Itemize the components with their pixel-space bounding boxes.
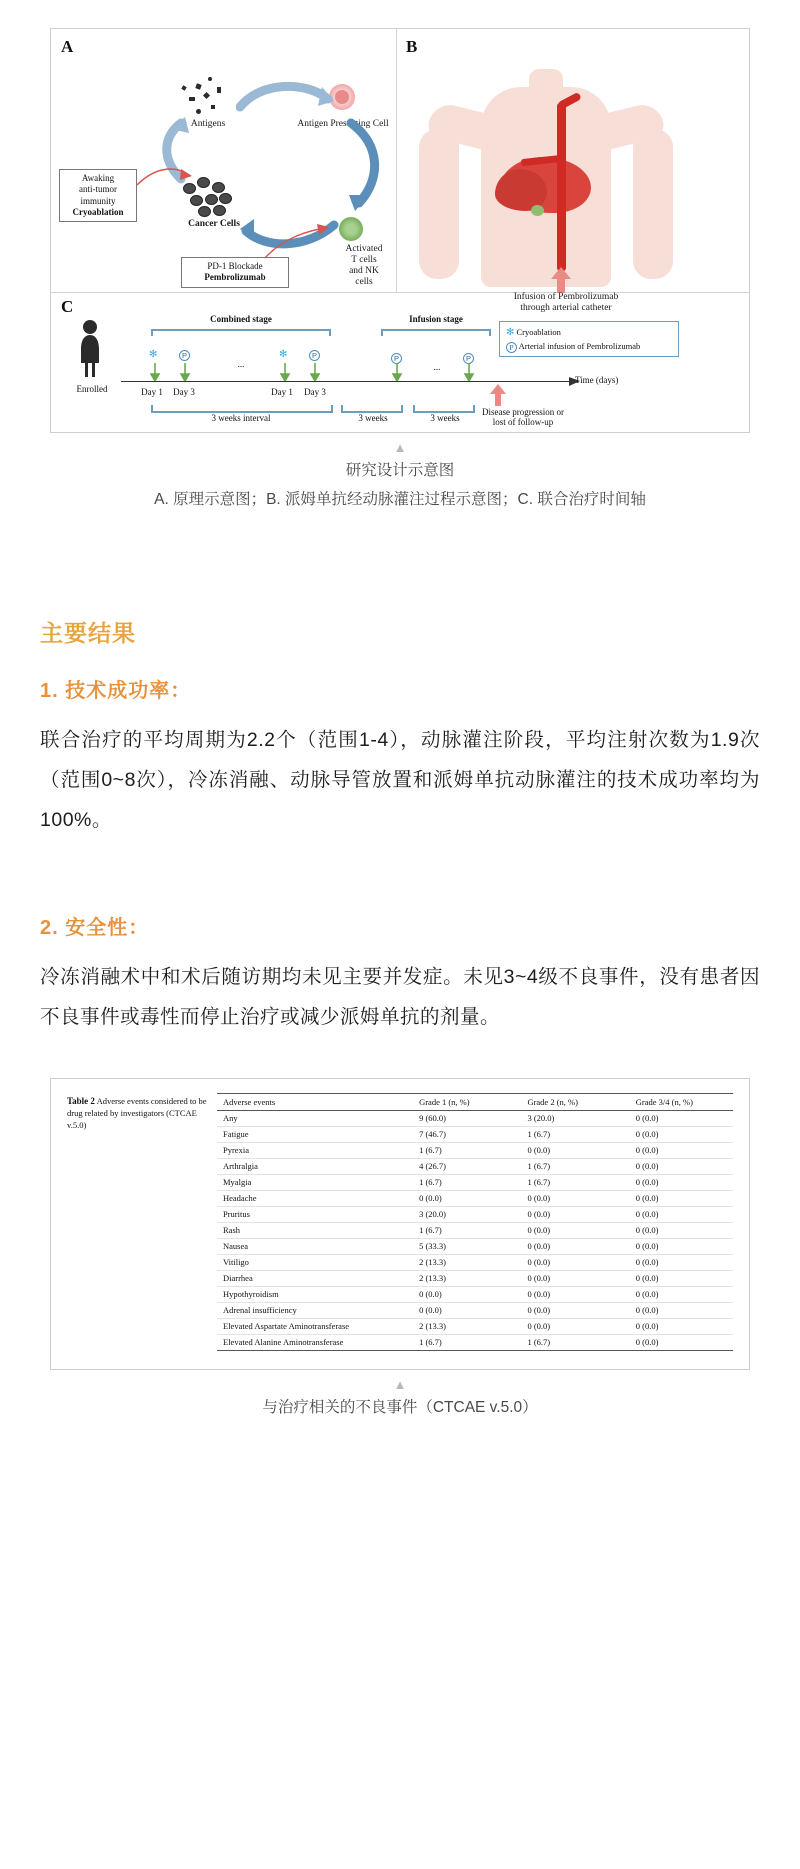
cell-event: Any <box>217 1110 413 1126</box>
cell-grade34: 0 (0.0) <box>630 1110 733 1126</box>
table-row <box>217 1158 733 1174</box>
panel-letter-c: C <box>61 297 74 316</box>
day1-label-b: Day 1 <box>271 387 293 397</box>
infusion-caption-line-2: through arterial catheter <box>520 302 612 313</box>
panel-letter-b: B <box>406 37 418 56</box>
endpoint-line-1: Disease progression or <box>482 407 564 417</box>
cell-event: Elevated Alanine Aminotransferase <box>217 1334 413 1350</box>
subsection-body-1: 联合治疗的平均周期为2.2个（范围1-4），动脉灌注阶段，平均注射次数为1.9次（范围0~8次），冷冻消融、动脉导管放置和派姆单抗动脉灌注的技术成功率均为100%。 <box>40 728 760 831</box>
cell-grade1: 1 (6.7) <box>413 1142 521 1158</box>
subsection-title-2: 2. 安全性： <box>40 916 150 939</box>
cell-grade1: 2 (13.3) <box>413 1270 521 1286</box>
combined-stage-label: Combined stage <box>210 314 272 324</box>
bracket-tick <box>489 329 491 336</box>
timeline-legend <box>499 321 679 357</box>
day3-label-b: Day 3 <box>304 387 326 397</box>
day1-label-a: Day 1 <box>141 387 163 397</box>
table-2-figure <box>50 1078 750 1370</box>
activated-line-3: and NK <box>349 265 379 276</box>
cell-grade2: 1 (6.7) <box>521 1334 629 1350</box>
ellipsis-1: ... <box>237 359 245 369</box>
timeline-axis <box>121 381 573 382</box>
activated-line-4: cells <box>355 276 373 287</box>
cell-grade2: 0 (0.0) <box>521 1318 629 1334</box>
cell-grade1: 0 (0.0) <box>413 1286 521 1302</box>
table-row <box>217 1286 733 1302</box>
infusion-stage-bracket <box>381 329 491 331</box>
results-section <box>0 515 800 1038</box>
cell-grade2: 0 (0.0) <box>521 1270 629 1286</box>
cell-grade34: 0 (0.0) <box>630 1302 733 1318</box>
cell-grade2: 0 (0.0) <box>521 1238 629 1254</box>
bracket-tick <box>331 405 333 412</box>
cell-grade2: 0 (0.0) <box>521 1190 629 1206</box>
cell-event: Nausea <box>217 1238 413 1254</box>
cell-grade2: 0 (0.0) <box>521 1286 629 1302</box>
cell-grade34: 0 (0.0) <box>630 1142 733 1158</box>
cell-grade34: 0 (0.0) <box>630 1126 733 1142</box>
cell-event: Rash <box>217 1222 413 1238</box>
table-row <box>217 1302 733 1318</box>
pd1-line-2: Pembrolizumab <box>204 272 266 283</box>
figure-1-caption-sub: A. 原理示意图；B. 派姆单抗经动脉灌注过程示意图；C. 联合治疗时间轴 <box>154 491 646 509</box>
figure-1-block <box>0 0 800 515</box>
day3-label-a: Day 3 <box>173 387 195 397</box>
column-header-grade34: Grade 3/4 (n, %) <box>630 1093 733 1110</box>
bracket-tick <box>381 329 383 336</box>
cell-event: Myalgia <box>217 1174 413 1190</box>
cell-grade1: 0 (0.0) <box>413 1190 521 1206</box>
table-2-caption-text: Adverse events considered to be drug related by investigators (CTCAE v.5.0) <box>67 1095 207 1130</box>
bracket-tick <box>401 405 403 412</box>
pembrolizumab-icon: P <box>179 350 190 361</box>
cell-grade1: 1 (6.7) <box>413 1174 521 1190</box>
cell-grade2: 0 (0.0) <box>521 1142 629 1158</box>
table-2-caption <box>67 1093 207 1351</box>
table-row <box>217 1270 733 1286</box>
legend-pembrolizumab-label: Arterial infusion of Pembrolizumab <box>518 341 641 351</box>
subsection-title-1: 1. 技术成功率： <box>40 679 192 702</box>
endpoint-arrow-icon <box>488 384 510 408</box>
cell-event: Hypothyroidism <box>217 1286 413 1302</box>
infusion-stage-label: Infusion stage <box>409 314 463 324</box>
cell-grade2: 0 (0.0) <box>521 1302 629 1318</box>
table-row <box>217 1174 733 1190</box>
infusion-markers <box>391 350 402 368</box>
endpoint-label <box>443 407 603 427</box>
activated-t-cell-graphic <box>339 217 363 241</box>
cell-grade34: 0 (0.0) <box>630 1318 733 1334</box>
pd1-line-1: PD-1 Blockade <box>207 261 263 271</box>
figure-1-caption <box>50 454 750 515</box>
cell-grade1: 2 (13.3) <box>413 1318 521 1334</box>
cell-grade1: 0 (0.0) <box>413 1302 521 1318</box>
bracket-tick <box>151 329 153 336</box>
table-row <box>217 1318 733 1334</box>
table-row <box>217 1254 733 1270</box>
cell-grade1: 9 (60.0) <box>413 1110 521 1126</box>
table-row <box>217 1126 733 1142</box>
arrow-cryoablation-to-cancer <box>135 159 195 195</box>
cell-event: Diarrhea <box>217 1270 413 1286</box>
cell-grade1: 3 (20.0) <box>413 1206 521 1222</box>
table-2-block <box>0 1048 800 1422</box>
activated-line-1: Activated <box>345 244 383 254</box>
arrow-apc-to-tcells <box>341 117 393 217</box>
pembrolizumab-icon: P <box>506 342 517 353</box>
cell-grade2: 1 (6.7) <box>521 1126 629 1142</box>
table-row <box>217 1238 733 1254</box>
cell-grade2: 3 (20.0) <box>521 1110 629 1126</box>
time-axis-label: Time (days) <box>575 375 619 385</box>
cell-grade1: 5 (33.3) <box>413 1238 521 1254</box>
cell-grade1: 7 (46.7) <box>413 1126 521 1142</box>
cell-grade2: 1 (6.7) <box>521 1158 629 1174</box>
apc-label: Antigen Presenting Cell <box>297 119 389 129</box>
cryoablation-box <box>59 169 137 222</box>
cell-grade1: 1 (6.7) <box>413 1222 521 1238</box>
cell-grade1: 4 (26.7) <box>413 1158 521 1174</box>
study-design-figure <box>50 28 750 433</box>
column-header-event: Adverse events <box>217 1093 413 1110</box>
arrow-antigens-to-apc <box>236 77 336 117</box>
pembrolizumab-icon: P <box>463 353 474 364</box>
patient-icon <box>75 319 105 384</box>
cell-event: Arthralgia <box>217 1158 413 1174</box>
table-header-row <box>217 1093 733 1110</box>
cell-grade2: 1 (6.7) <box>521 1174 629 1190</box>
weeks-label-a: 3 weeks <box>358 413 388 423</box>
bracket-tick <box>329 329 331 336</box>
awaking-line-4: Cryoablation <box>72 206 124 217</box>
cell-grade34: 0 (0.0) <box>630 1270 733 1286</box>
cell-grade34: 0 (0.0) <box>630 1334 733 1350</box>
pembrolizumab-icon: P <box>309 350 320 361</box>
cell-grade34: 0 (0.0) <box>630 1190 733 1206</box>
figure-1-caption-title: 研究设计示意图 <box>345 462 455 479</box>
bracket-tick <box>151 405 153 412</box>
antigens-label: Antigens <box>190 119 226 129</box>
column-header-grade1: Grade 1 (n, %) <box>413 1093 521 1110</box>
cell-event: Elevated Aspartate Aminotransferase <box>217 1318 413 1334</box>
table-2-caret: ▲ <box>393 1376 407 1392</box>
table-row <box>217 1206 733 1222</box>
ellipsis-2: ... <box>433 362 441 372</box>
combined-stage-bracket <box>151 329 331 331</box>
table-row <box>217 1142 733 1158</box>
table-row <box>217 1110 733 1126</box>
table-row <box>217 1190 733 1206</box>
subsection-body-2: 冷冻消融术中和术后随访期均未见主要并发症。未见3~4级不良事件，没有患者因不良事件或毒性而停止治疗或减少派姆单抗的剂量。 <box>40 965 760 1028</box>
cryoablation-icon: ✻ <box>506 327 515 338</box>
interval-label: 3 weeks interval <box>211 413 271 423</box>
endpoint-line-2: lost of follow-up <box>492 417 554 427</box>
weeks-label-b: 3 weeks <box>430 413 460 423</box>
panel-b-caption <box>466 259 666 314</box>
panel-letter-a: A <box>61 37 74 56</box>
cancer-cells-label: Cancer Cells <box>188 219 240 229</box>
cell-grade34: 0 (0.0) <box>630 1254 733 1270</box>
cell-grade2: 0 (0.0) <box>521 1254 629 1270</box>
cryoablation-icon: ✻ <box>279 349 288 360</box>
cell-event: Vitiligo <box>217 1254 413 1270</box>
pembrolizumab-icon: P <box>391 353 402 364</box>
infusion-caption-line-1: Infusion of Pembrolizumab <box>513 292 619 302</box>
enrolled-label: Enrolled <box>76 384 108 394</box>
figure-1-caret: ▲ <box>393 440 407 455</box>
activated-line-2: T cells <box>351 254 377 265</box>
cell-grade34: 0 (0.0) <box>630 1206 733 1222</box>
table-row <box>217 1222 733 1238</box>
infusion-markers-2 <box>463 350 474 368</box>
cell-grade34: 0 (0.0) <box>630 1158 733 1174</box>
cell-grade1: 1 (6.7) <box>413 1334 521 1350</box>
legend-cryoablation-label: Cryoablation <box>516 327 561 337</box>
cell-event: Fatigue <box>217 1126 413 1142</box>
cell-grade34: 0 (0.0) <box>630 1238 733 1254</box>
cell-grade34: 0 (0.0) <box>630 1174 733 1190</box>
cell-event: Adrenal insufficiency <box>217 1302 413 1318</box>
section-title: 主要结果 <box>40 619 136 646</box>
cell-grade2: 0 (0.0) <box>521 1206 629 1222</box>
cell-grade2: 0 (0.0) <box>521 1222 629 1238</box>
adverse-events-table <box>217 1093 733 1351</box>
awaking-line-1: Awaking <box>81 173 115 183</box>
cell-grade34: 0 (0.0) <box>630 1286 733 1302</box>
bracket-tick <box>341 405 343 412</box>
awaking-line-2: anti-tumor <box>79 184 117 195</box>
cell-grade34: 0 (0.0) <box>630 1222 733 1238</box>
cell-grade1: 2 (13.3) <box>413 1254 521 1270</box>
arrow-pd1-to-tcells <box>261 224 331 262</box>
column-header-grade2: Grade 2 (n, %) <box>521 1093 629 1110</box>
table-2-label: Table 2 <box>67 1095 95 1106</box>
cell-event: Pyrexia <box>217 1142 413 1158</box>
bracket-tick <box>413 405 415 412</box>
cryoablation-icon: ✻ <box>149 349 158 360</box>
cell-event: Pruritus <box>217 1206 413 1222</box>
cell-event: Headache <box>217 1190 413 1206</box>
table-2-figure-caption: 与治疗相关的不良事件（CTCAE v.5.0） <box>262 1398 538 1416</box>
awaking-line-3: immunity <box>80 195 116 206</box>
table-row <box>217 1334 733 1350</box>
